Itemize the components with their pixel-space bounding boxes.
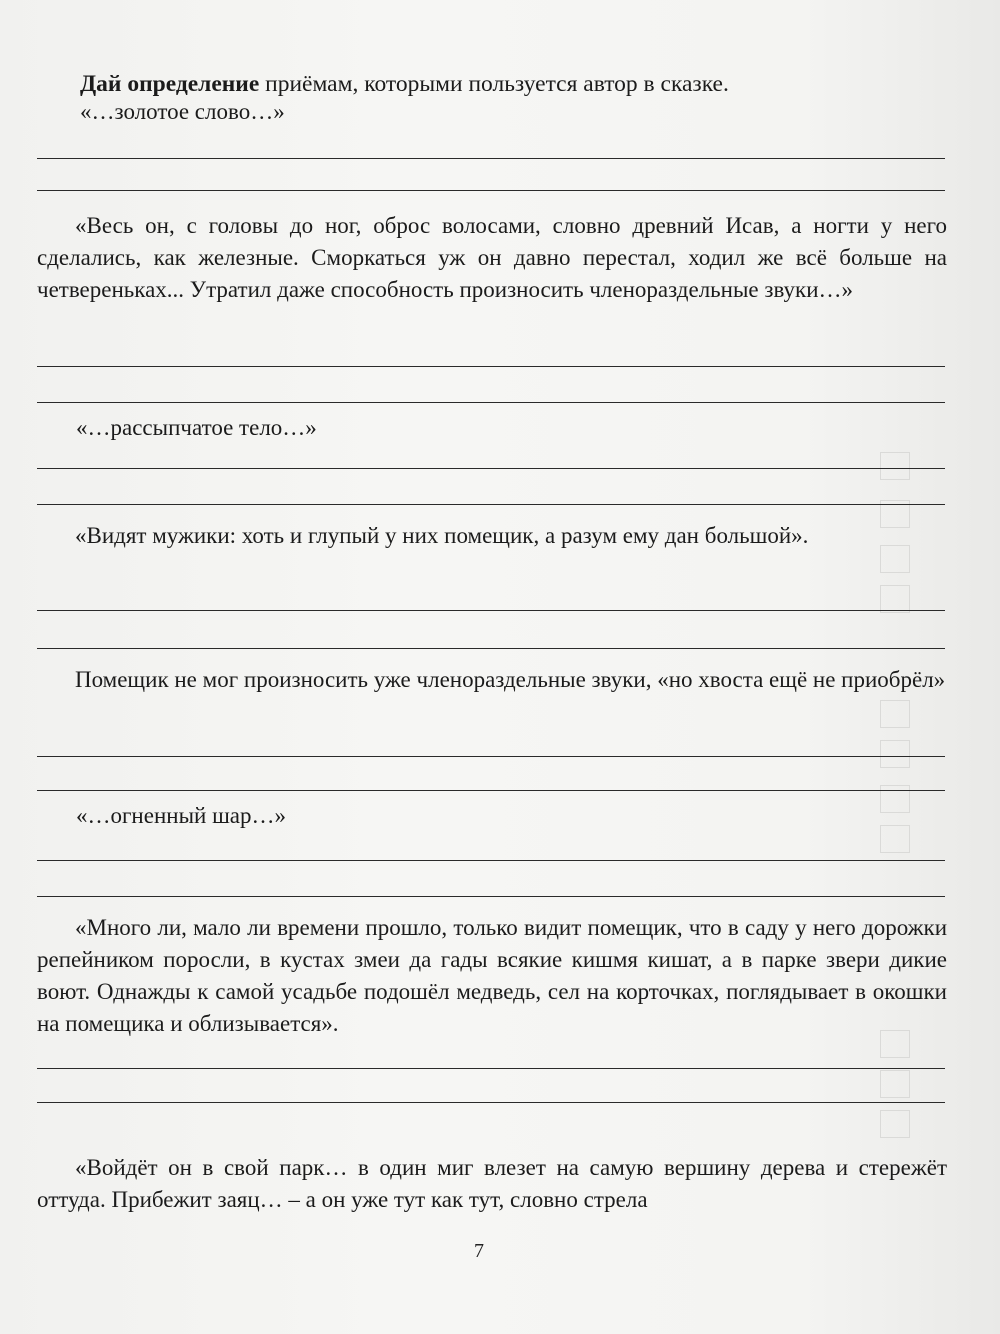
quote-7: «Много ли, мало ли времени прошло, только видит помещик, что в саду у него дорожки репейником поросли, в кустах змеи да гады всякие кишмя кишат, а в парке звери дикие воют. Однажды к самой усадьбе подошёл медведь, сел на корточках, поглядывает в окошки на помещика и облизывается». <box>37 915 947 1036</box>
page-number: 7 <box>474 1240 484 1262</box>
bleed-through-box <box>880 585 910 613</box>
answer-line[interactable] <box>37 860 945 861</box>
quote-8: «Войдёт он в свой парк… в один миг влезет на самую вершину дерева и стережёт оттуда. Прибежит заяц… – а он уже тут как тут, словно стрела <box>37 1155 947 1212</box>
answer-line[interactable] <box>37 190 945 191</box>
answer-line[interactable] <box>37 402 945 403</box>
quote-6: «…огненный шар…» <box>76 803 286 828</box>
answer-line[interactable] <box>37 504 945 505</box>
answer-line[interactable] <box>37 756 945 757</box>
task-heading-rest: приёмам, которыми пользуется автор в сказке. <box>259 71 729 97</box>
bleed-through-box <box>880 825 910 853</box>
task-heading-bold: Дай определение <box>80 71 260 97</box>
answer-line[interactable] <box>37 366 945 367</box>
quote-2: «Весь он, с головы до ног, оброс волосами, словно древний Исав, а ногти у него сделались, как железные. Сморкаться уж он давно перестал, ходил же всё больше на четвереньках... Утратил даже способность произносить членораздельные звуки…» <box>37 213 947 302</box>
answer-line[interactable] <box>37 1068 945 1069</box>
answer-line[interactable] <box>37 1102 945 1103</box>
quote-1: «…золотое слово…» <box>80 99 285 124</box>
quote-4: «Видят мужики: хоть и глупый у них помещик, а разум ему дан большой». <box>75 523 809 548</box>
bleed-through-box <box>880 1070 910 1098</box>
bleed-through-box <box>880 740 910 768</box>
bleed-through-box <box>880 1110 910 1138</box>
answer-line[interactable] <box>37 158 945 159</box>
bleed-through-box <box>880 700 910 728</box>
bleed-through-box <box>880 452 910 480</box>
answer-line[interactable] <box>37 790 945 791</box>
answer-line[interactable] <box>37 468 945 469</box>
answer-line[interactable] <box>37 610 945 611</box>
quote-3: «…рассыпчатое тело…» <box>76 415 317 440</box>
quote-5: Помещик не мог произносить уже членораздельные звуки, «но хвоста ещё не приобрёл» <box>75 667 946 692</box>
answer-line[interactable] <box>37 896 945 897</box>
answer-line[interactable] <box>37 648 945 649</box>
